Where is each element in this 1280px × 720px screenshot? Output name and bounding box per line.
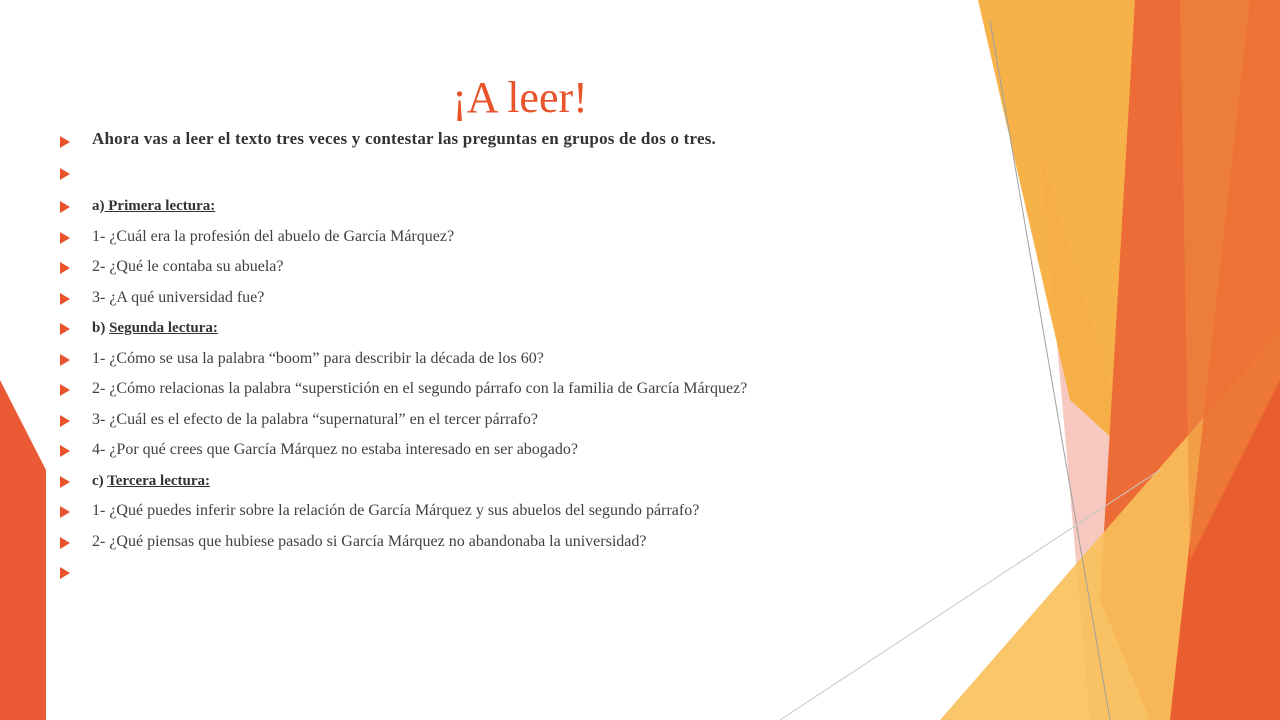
question-text: 1- ¿Qué puedes inferir sobre la relación de García Márquez y sus abuelos del segundo párrafo? [92,502,700,519]
triangle-right-bullet-icon [60,384,70,396]
list-item [60,287,960,318]
triangle-right-bullet-icon [60,476,70,488]
left-decor-triangle [0,380,46,720]
list-item [60,256,960,287]
triangle-right-bullet-icon [60,201,70,213]
intro-text: Ahora vas a leer el texto tres veces y contestar las preguntas en grupos de dos o tres. [92,129,716,148]
triangle-right-bullet-icon [60,232,70,244]
triangle-right-bullet-icon [60,506,70,518]
section-heading-a: a) Primera lectura: [92,198,216,214]
triangle-right-bullet-icon [60,537,70,549]
question-text: 3- ¿Cuál es el efecto de la palabra “supernatural” en el tercer párrafo? [92,410,538,428]
triangle-right-bullet-icon [60,445,70,457]
triangle-right-bullet-icon [60,323,70,335]
list-item [60,226,960,257]
list-item [60,561,960,592]
list-item [60,195,960,226]
list-item [60,128,960,162]
question-text: 4- ¿Por qué crees que García Márquez no estaba interesado en ser abogado? [92,441,578,458]
list-item [60,439,960,470]
triangle-right-bullet-icon [60,293,70,305]
list-item [60,531,960,562]
question-text: 1- ¿Cómo se usa la palabra “boom” para describir la década de los 60? [92,349,544,367]
list-item [60,378,960,409]
question-text: 2- ¿Cómo relacionas la palabra “superstición en el segundo párrafo con la familia de García Márquez? [92,380,748,397]
triangle-right-bullet-icon [60,262,70,274]
list-item [60,500,960,531]
list-item [60,470,960,501]
question-text: 2- ¿Qué le contaba su abuela? [92,258,284,275]
triangle-right-bullet-icon [60,168,70,180]
bullet-list [60,128,960,592]
list-item [60,317,960,348]
list-item [60,409,960,440]
question-text: 3- ¿A qué universidad fue? [92,288,265,306]
triangle-right-bullet-icon [60,136,70,148]
triangle-right-bullet-icon [60,415,70,427]
triangle-right-bullet-icon [60,354,70,366]
section-heading-b: b) Segunda lectura: [92,320,218,336]
question-text: 1- ¿Cuál era la profesión del abuelo de García Márquez? [92,227,455,245]
list-item [60,162,960,195]
slide-title: ¡A leer! [452,73,588,122]
question-text: 2- ¿Qué piensas que hubiese pasado si García Márquez no abandonaba la universidad? [92,532,647,550]
list-item [60,348,960,379]
triangle-right-bullet-icon [60,567,70,579]
section-heading-c: c) Tercera lectura: [92,472,211,489]
